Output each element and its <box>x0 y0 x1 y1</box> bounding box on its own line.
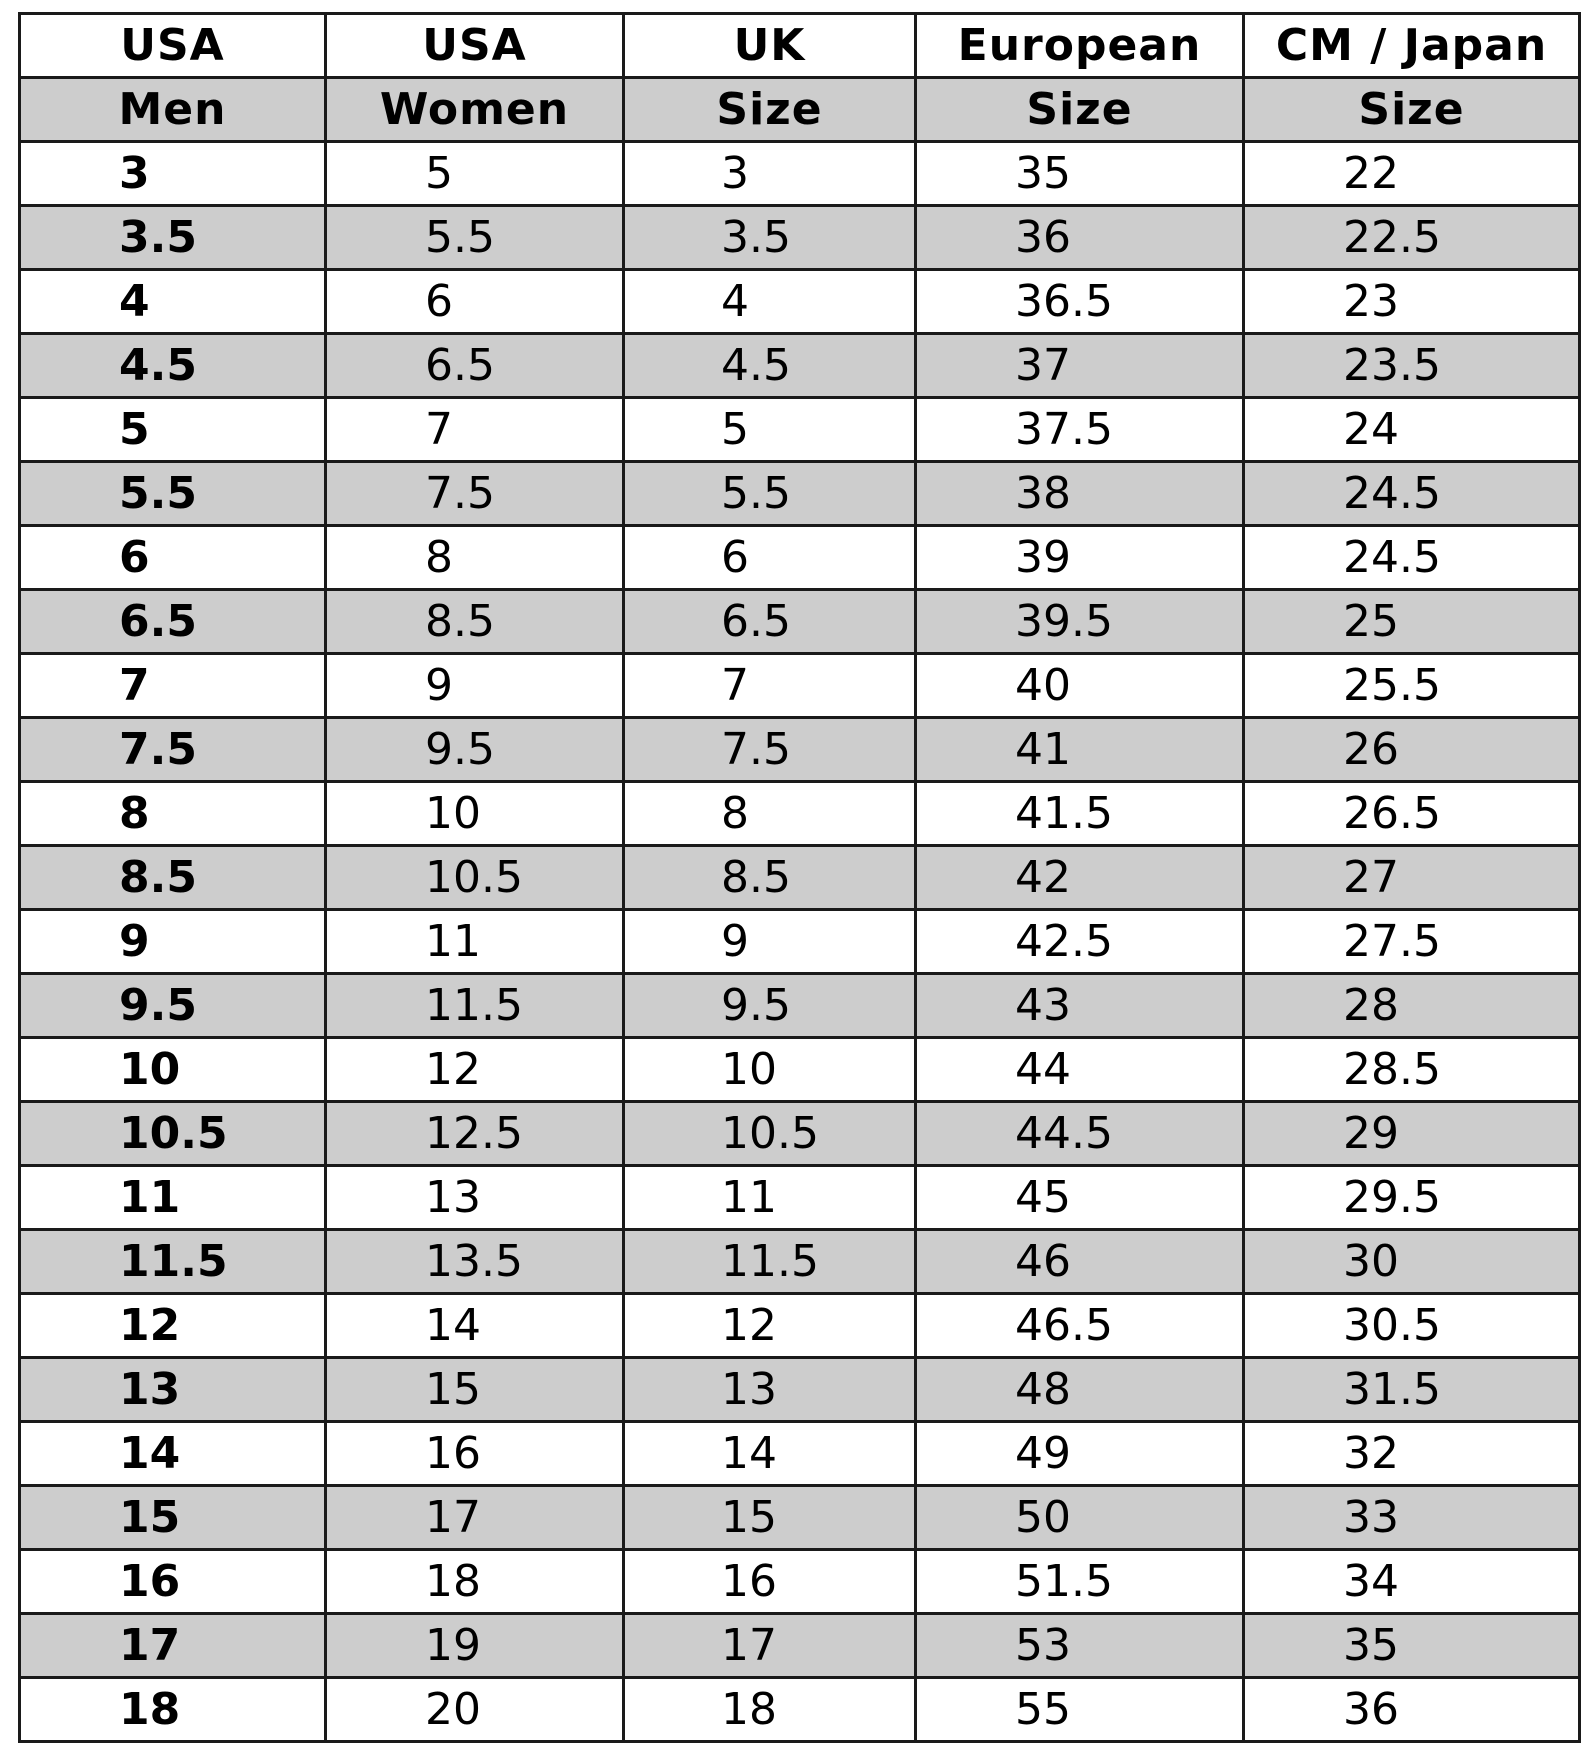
usa-men-cell: 15 <box>20 1486 326 1550</box>
european-cell: 39.5 <box>916 590 1244 654</box>
european-cell: 42.5 <box>916 910 1244 974</box>
uk-cell: 7.5 <box>624 718 916 782</box>
usa-women-cell: 6.5 <box>326 334 624 398</box>
header-uk-line1: UK <box>624 14 916 78</box>
usa-women-cell: 13.5 <box>326 1230 624 1294</box>
usa-men-cell: 5.5 <box>20 462 326 526</box>
usa-men-cell: 9.5 <box>20 974 326 1038</box>
cm-japan-cell: 25 <box>1244 590 1580 654</box>
cm-japan-cell: 24 <box>1244 398 1580 462</box>
cm-japan-cell: 27 <box>1244 846 1580 910</box>
header-row-2 <box>20 78 1580 142</box>
cm-japan-cell: 23 <box>1244 270 1580 334</box>
cm-japan-cell: 22.5 <box>1244 206 1580 270</box>
table-row <box>20 398 1580 462</box>
table-header <box>20 14 1580 142</box>
european-cell: 49 <box>916 1422 1244 1486</box>
usa-men-cell: 4 <box>20 270 326 334</box>
uk-cell: 3 <box>624 142 916 206</box>
table-row <box>20 462 1580 526</box>
european-cell: 36 <box>916 206 1244 270</box>
usa-women-cell: 6 <box>326 270 624 334</box>
uk-cell: 10.5 <box>624 1102 916 1166</box>
usa-women-cell: 7 <box>326 398 624 462</box>
table-row <box>20 1294 1580 1358</box>
usa-women-cell: 17 <box>326 1486 624 1550</box>
usa-women-cell: 20 <box>326 1678 624 1742</box>
table-row <box>20 1678 1580 1742</box>
uk-cell: 13 <box>624 1358 916 1422</box>
usa-women-cell: 10 <box>326 782 624 846</box>
table-row <box>20 846 1580 910</box>
usa-men-cell: 10.5 <box>20 1102 326 1166</box>
usa-women-cell: 7.5 <box>326 462 624 526</box>
uk-cell: 18 <box>624 1678 916 1742</box>
usa-women-cell: 12 <box>326 1038 624 1102</box>
table-row <box>20 206 1580 270</box>
table-body <box>20 142 1580 1742</box>
header-usa-women-line2: Women <box>326 78 624 142</box>
header-usa-women-line1: USA <box>326 14 624 78</box>
usa-men-cell: 11.5 <box>20 1230 326 1294</box>
european-cell: 41.5 <box>916 782 1244 846</box>
european-cell: 50 <box>916 1486 1244 1550</box>
european-cell: 42 <box>916 846 1244 910</box>
usa-men-cell: 10 <box>20 1038 326 1102</box>
cm-japan-cell: 30 <box>1244 1230 1580 1294</box>
table-row <box>20 270 1580 334</box>
shoe-size-table <box>18 12 1581 1743</box>
usa-men-cell: 7.5 <box>20 718 326 782</box>
usa-women-cell: 15 <box>326 1358 624 1422</box>
european-cell: 37.5 <box>916 398 1244 462</box>
european-cell: 55 <box>916 1678 1244 1742</box>
table-row <box>20 1358 1580 1422</box>
usa-men-cell: 17 <box>20 1614 326 1678</box>
cm-japan-cell: 31.5 <box>1244 1358 1580 1422</box>
usa-women-cell: 18 <box>326 1550 624 1614</box>
european-cell: 53 <box>916 1614 1244 1678</box>
european-cell: 40 <box>916 654 1244 718</box>
table-row <box>20 1550 1580 1614</box>
european-cell: 37 <box>916 334 1244 398</box>
european-cell: 46.5 <box>916 1294 1244 1358</box>
cm-japan-cell: 33 <box>1244 1486 1580 1550</box>
cm-japan-cell: 26 <box>1244 718 1580 782</box>
header-usa-men-line2: Men <box>20 78 326 142</box>
cm-japan-cell: 25.5 <box>1244 654 1580 718</box>
usa-men-cell: 16 <box>20 1550 326 1614</box>
header-cm-japan-line1: CM / Japan <box>1244 14 1580 78</box>
usa-men-cell: 5 <box>20 398 326 462</box>
european-cell: 36.5 <box>916 270 1244 334</box>
usa-men-cell: 11 <box>20 1166 326 1230</box>
table-row <box>20 1038 1580 1102</box>
table-row <box>20 142 1580 206</box>
usa-men-cell: 3 <box>20 142 326 206</box>
usa-women-cell: 9 <box>326 654 624 718</box>
table-row <box>20 1166 1580 1230</box>
header-cm-japan-line2: Size <box>1244 78 1580 142</box>
usa-women-cell: 16 <box>326 1422 624 1486</box>
european-cell: 43 <box>916 974 1244 1038</box>
uk-cell: 12 <box>624 1294 916 1358</box>
uk-cell: 8 <box>624 782 916 846</box>
usa-men-cell: 6.5 <box>20 590 326 654</box>
table-row <box>20 718 1580 782</box>
uk-cell: 6 <box>624 526 916 590</box>
table-row <box>20 526 1580 590</box>
usa-men-cell: 9 <box>20 910 326 974</box>
header-usa-men-line1: USA <box>20 14 326 78</box>
european-cell: 48 <box>916 1358 1244 1422</box>
uk-cell: 17 <box>624 1614 916 1678</box>
usa-women-cell: 5 <box>326 142 624 206</box>
european-cell: 51.5 <box>916 1550 1244 1614</box>
usa-women-cell: 14 <box>326 1294 624 1358</box>
uk-cell: 3.5 <box>624 206 916 270</box>
european-cell: 45 <box>916 1166 1244 1230</box>
uk-cell: 8.5 <box>624 846 916 910</box>
uk-cell: 6.5 <box>624 590 916 654</box>
usa-women-cell: 5.5 <box>326 206 624 270</box>
european-cell: 41 <box>916 718 1244 782</box>
european-cell: 35 <box>916 142 1244 206</box>
usa-women-cell: 13 <box>326 1166 624 1230</box>
header-row-1 <box>20 14 1580 78</box>
uk-cell: 15 <box>624 1486 916 1550</box>
uk-cell: 7 <box>624 654 916 718</box>
usa-men-cell: 18 <box>20 1678 326 1742</box>
header-european-line1: European <box>916 14 1244 78</box>
cm-japan-cell: 24.5 <box>1244 526 1580 590</box>
cm-japan-cell: 29 <box>1244 1102 1580 1166</box>
usa-women-cell: 8 <box>326 526 624 590</box>
european-cell: 44 <box>916 1038 1244 1102</box>
usa-men-cell: 13 <box>20 1358 326 1422</box>
table-row <box>20 782 1580 846</box>
uk-cell: 11 <box>624 1166 916 1230</box>
table-row <box>20 910 1580 974</box>
usa-women-cell: 12.5 <box>326 1102 624 1166</box>
uk-cell: 5.5 <box>624 462 916 526</box>
uk-cell: 16 <box>624 1550 916 1614</box>
usa-men-cell: 4.5 <box>20 334 326 398</box>
cm-japan-cell: 30.5 <box>1244 1294 1580 1358</box>
uk-cell: 14 <box>624 1422 916 1486</box>
table-row <box>20 1614 1580 1678</box>
usa-men-cell: 12 <box>20 1294 326 1358</box>
uk-cell: 10 <box>624 1038 916 1102</box>
table-row <box>20 654 1580 718</box>
uk-cell: 11.5 <box>624 1230 916 1294</box>
cm-japan-cell: 24.5 <box>1244 462 1580 526</box>
cm-japan-cell: 29.5 <box>1244 1166 1580 1230</box>
uk-cell: 4 <box>624 270 916 334</box>
table-row <box>20 1230 1580 1294</box>
usa-women-cell: 11 <box>326 910 624 974</box>
table-row <box>20 334 1580 398</box>
usa-women-cell: 10.5 <box>326 846 624 910</box>
uk-cell: 4.5 <box>624 334 916 398</box>
size-chart-sheet <box>18 12 1578 1743</box>
table-row <box>20 590 1580 654</box>
header-uk-line2: Size <box>624 78 916 142</box>
cm-japan-cell: 32 <box>1244 1422 1580 1486</box>
cm-japan-cell: 26.5 <box>1244 782 1580 846</box>
usa-women-cell: 9.5 <box>326 718 624 782</box>
uk-cell: 9.5 <box>624 974 916 1038</box>
usa-men-cell: 6 <box>20 526 326 590</box>
uk-cell: 9 <box>624 910 916 974</box>
cm-japan-cell: 35 <box>1244 1614 1580 1678</box>
uk-cell: 5 <box>624 398 916 462</box>
table-row <box>20 974 1580 1038</box>
usa-women-cell: 11.5 <box>326 974 624 1038</box>
cm-japan-cell: 22 <box>1244 142 1580 206</box>
usa-women-cell: 8.5 <box>326 590 624 654</box>
european-cell: 44.5 <box>916 1102 1244 1166</box>
cm-japan-cell: 34 <box>1244 1550 1580 1614</box>
european-cell: 39 <box>916 526 1244 590</box>
cm-japan-cell: 28 <box>1244 974 1580 1038</box>
european-cell: 46 <box>916 1230 1244 1294</box>
usa-women-cell: 19 <box>326 1614 624 1678</box>
usa-men-cell: 8 <box>20 782 326 846</box>
cm-japan-cell: 27.5 <box>1244 910 1580 974</box>
table-row <box>20 1102 1580 1166</box>
cm-japan-cell: 36 <box>1244 1678 1580 1742</box>
usa-men-cell: 7 <box>20 654 326 718</box>
usa-men-cell: 8.5 <box>20 846 326 910</box>
table-row <box>20 1422 1580 1486</box>
european-cell: 38 <box>916 462 1244 526</box>
header-european-line2: Size <box>916 78 1244 142</box>
table-row <box>20 1486 1580 1550</box>
cm-japan-cell: 23.5 <box>1244 334 1580 398</box>
cm-japan-cell: 28.5 <box>1244 1038 1580 1102</box>
usa-men-cell: 14 <box>20 1422 326 1486</box>
usa-men-cell: 3.5 <box>20 206 326 270</box>
